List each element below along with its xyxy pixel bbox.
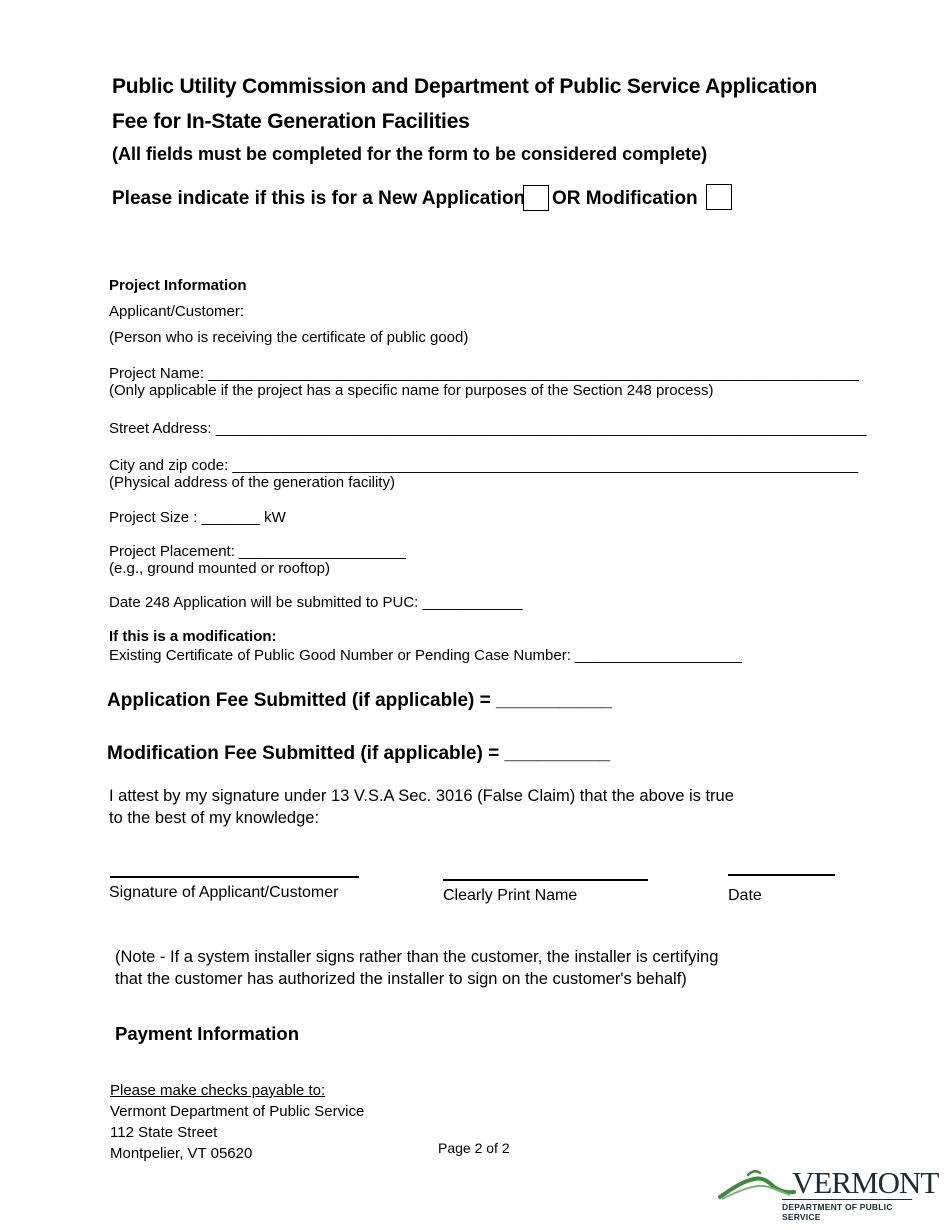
project-information-heading: Project Information: [109, 277, 247, 294]
payee-organization: Vermont Department of Public Service: [110, 1103, 365, 1120]
vermont-dps-logo: [718, 1165, 939, 1222]
project-size-field[interactable]: Project Size : _______ kW: [109, 509, 286, 526]
attest-line1: I attest by my signature under 13 V.S.A Sec. 3016 (False Claim) that the above is true: [109, 787, 734, 805]
modification-checkbox[interactable]: [706, 184, 732, 210]
form-title-line1: Public Utility Commission and Department of Public Service Application: [112, 75, 818, 98]
applicant-signature-line[interactable]: [110, 876, 359, 878]
application-fee-field[interactable]: Application Fee Submitted (if applicable) = ___________: [107, 690, 613, 711]
print-name-label: Clearly Print Name: [443, 887, 578, 904]
date-248-field[interactable]: Date 248 Application will be submitted to PUC: ____________: [109, 594, 523, 611]
existing-cpg-field[interactable]: Existing Certificate of Public Good Number or Pending Case Number: ____________________: [109, 647, 742, 664]
modification-heading: If this is a modification:: [109, 628, 277, 645]
mountain-logo-icon: [718, 1165, 798, 1201]
logo-wordmark: VERMONT: [792, 1165, 939, 1200]
payee-street: 112 State Street: [110, 1124, 218, 1141]
street-address-field[interactable]: Street Address: ______________________________________________________________________________: [109, 420, 867, 437]
logo-subtitle: DEPARTMENT OF PUBLIC SERVICE: [782, 1202, 893, 1222]
date-signature-line[interactable]: [728, 874, 835, 876]
modification-fee-field[interactable]: Modification Fee Submitted (if applicable) = __________: [107, 743, 611, 764]
page-number: Page 2 of 2: [438, 1140, 510, 1156]
applicant-signature-label: Signature of Applicant/Customer: [109, 884, 339, 901]
project-placement-field[interactable]: Project Placement: ____________________: [109, 543, 406, 560]
payee-city: Montpelier, VT 05620: [110, 1145, 253, 1162]
form-title-line2: Fee for In-State Generation Facilities: [112, 110, 470, 133]
indicate-label: Please indicate if this is for a New Application: [112, 188, 526, 209]
print-name-line[interactable]: [443, 879, 648, 881]
form-subtitle: (All fields must be completed for the form to be considered complete): [112, 144, 708, 164]
installer-note-line1: (Note - If a system installer signs rather than the customer, the installer is certifying: [115, 948, 719, 966]
new-application-checkbox[interactable]: [523, 185, 549, 211]
installer-note-line2: that the customer has authorized the installer to sign on the customer's behalf): [115, 970, 687, 988]
date-signature-label: Date: [728, 887, 762, 904]
payment-information-heading: Payment Information: [115, 1023, 299, 1044]
checks-payable-label: Please make checks payable to:: [110, 1082, 326, 1099]
city-zip-note: (Physical address of the generation facility): [109, 474, 395, 491]
project-placement-note: (e.g., ground mounted or rooftop): [109, 560, 330, 577]
applicant-label: Applicant/Customer:: [109, 303, 245, 320]
project-name-field[interactable]: Project Name: ______________________________________________________________________________: [109, 365, 859, 382]
or-modification-label: OR Modification: [552, 188, 698, 209]
applicant-note: (Person who is receiving the certificate of public good): [109, 329, 469, 346]
project-name-note: (Only applicable if the project has a specific name for purposes of the Section 248 process): [109, 382, 714, 399]
attest-line2: to the best of my knowledge:: [109, 809, 320, 827]
city-zip-field[interactable]: City and zip code: ___________________________________________________________________________: [109, 457, 859, 474]
logo-divider: [782, 1199, 912, 1200]
